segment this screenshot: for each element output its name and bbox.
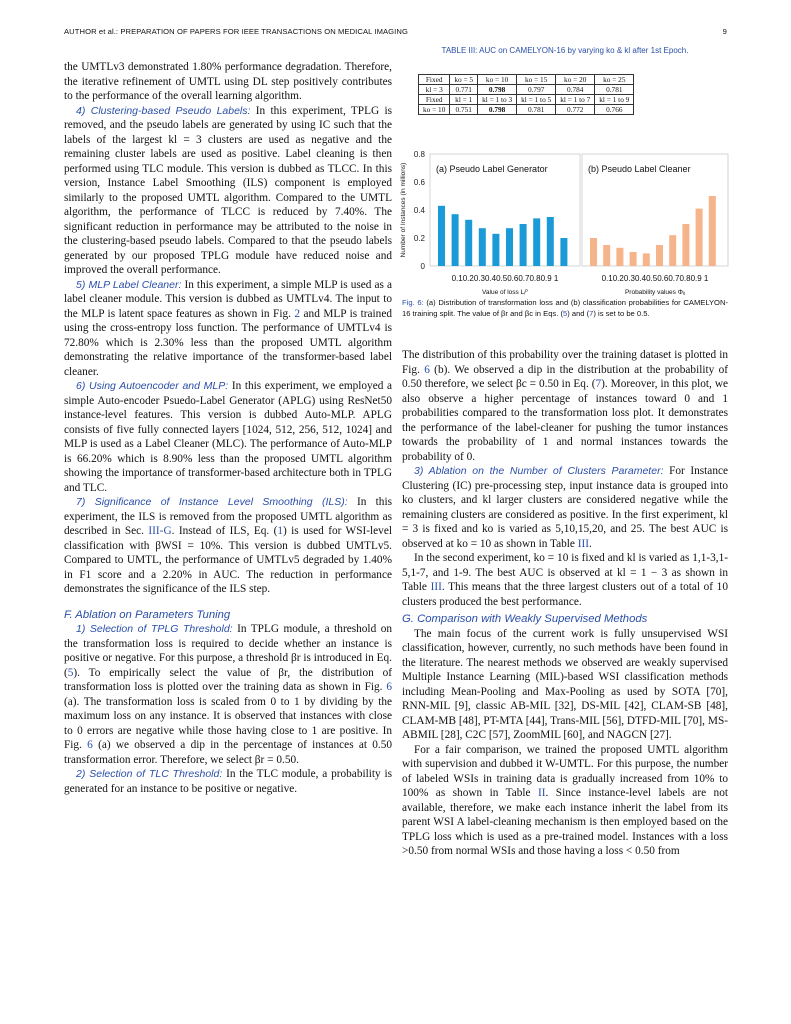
paragraph — [402, 627, 728, 743]
paragraph — [402, 743, 728, 859]
bar — [696, 209, 703, 266]
table-link[interactable]: II — [538, 787, 546, 799]
bar — [630, 252, 637, 266]
bar — [533, 218, 540, 266]
bar — [492, 234, 499, 266]
bar — [438, 206, 445, 266]
bar — [465, 220, 472, 266]
paragraph — [64, 495, 392, 597]
table-cell: 0.784 — [556, 85, 595, 95]
table-cell: 0.797 — [517, 85, 556, 95]
page-header — [64, 27, 727, 36]
x-axis-label: Value of loss Lᵢᴾ — [482, 289, 528, 296]
table-cell: 0.798 — [478, 105, 517, 115]
panel-title: (a) Pseudo Label Generator — [436, 164, 548, 174]
paragraph-text: In this experiment, a simple MLP is used as a label cleaner module. This version is dubbed as UMTLv4. The input to the MLP is latent space features as shown in Fig. — [64, 278, 392, 320]
subsection-heading: 4) Clustering-based Pseudo Labels: — [76, 104, 251, 117]
figure-link[interactable]: 6 — [386, 681, 392, 693]
table-cell: 0.771 — [450, 85, 478, 95]
paragraph-text: (a) we observed a dip in the percentage of instances at 0.50 transformation error. Therefore, we select βr = 0.50. — [64, 739, 393, 766]
table-cell: ko = 25 — [595, 75, 634, 85]
bar — [520, 224, 527, 266]
x-tick-labels: 0.10.20.30.40.50.60.70.80.9 1 — [601, 274, 709, 283]
table-row — [419, 105, 634, 115]
bar — [709, 196, 716, 266]
bar — [616, 248, 623, 266]
bar — [603, 245, 610, 266]
paragraph-text: (a). The transformation loss is scaled from 0 to 1 by dividing by the maximum loss on any instance. It is observed that instances with close to 0 errors are negative while those having close to 1 are positive. In Fig. — [64, 695, 392, 751]
table-cell: ko = 10 — [478, 75, 517, 85]
figure-caption — [402, 298, 728, 319]
bar — [547, 217, 554, 266]
paragraph-text: In the second experiment, ko = 10 is fixed and kl is varied as 1,1-3,1-5,1-7, and 1-9. The best AUC is observed at kl = 1 − 3 as shown in Table — [402, 552, 728, 593]
subsection-heading: 6) Using Autoencoder and MLP: — [76, 380, 229, 392]
paragraph-text: (b). We observed a dip in the distribution at the probability of 0.50 therefore, we select βc = 0.50 in Eq. ( — [402, 363, 729, 390]
paragraph-text: The main focus of the current work is fully unsupervised WSI classification, however, currently, no such methods have been found in the literature. The nearest methods we observed are weakly supervised Multiple Instance Learning (MIL)-based WSI classification methods including Mean-Pooling and Max-Pooling as used by SOTA [70], RNN-MIL [9], classic AB-MIL [32], DS-MIL [42], CLAM-SB [48], CLAM-MB [48], PT-MTA [44], Trans-MIL [56], DTFD-MIL [70], MS-ABMIL [28], C2C [57], ZoomMIL [60], and NAGCN [27]. — [402, 627, 728, 741]
table-caption: TABLE III: AUC on CAMELYON-16 by varying ko & kl after 1st Epoch. — [441, 46, 689, 55]
left-column — [64, 60, 392, 796]
caption-text: ) is set to be 0.5. — [593, 308, 650, 318]
table-link[interactable]: III — [430, 581, 442, 593]
y-tick-label: 0.4 — [413, 206, 425, 215]
bar — [452, 214, 459, 266]
paragraph — [402, 348, 728, 464]
section-heading: F. Ablation on Parameters Tuning — [64, 608, 231, 621]
table-cell: 0.781 — [517, 105, 556, 115]
table-row — [419, 85, 634, 95]
table-cell: ko = 15 — [517, 75, 556, 85]
table-cell: ko = 10 — [419, 105, 450, 115]
figure-6 — [398, 148, 730, 298]
table-cell: kl = 1 to 5 — [517, 95, 556, 105]
paragraph-text: and MLP is trained using the cross-entropy loss function. The performance of UMTLv4 is 72.80% which is 2.30% less than the proposed UMTL algorithm demonstrating the relative importance of the transformer-based label cleaner. — [64, 307, 392, 378]
table-row — [419, 95, 634, 105]
paragraph-text: . This means that the three largest clusters out of a total of 10 clusters produced the best performance. — [402, 581, 728, 608]
caption-text: ) and ( — [567, 308, 590, 318]
bar — [656, 245, 663, 266]
paragraph — [64, 379, 392, 495]
y-tick-label: 0.2 — [413, 234, 425, 243]
bar — [590, 238, 597, 266]
right-column — [402, 348, 728, 859]
paragraph-text: . Instead of ILS, Eq. ( — [171, 525, 278, 537]
subsection-heading: 1) Selection of TPLG Threshold: — [76, 623, 233, 635]
table-cell: Fixed — [419, 95, 450, 105]
table-cell: kl = 1 to 3 — [478, 95, 517, 105]
y-tick-label: 0 — [420, 262, 425, 271]
paragraph-text: In this experiment, TPLG is removed, and the pseudo labels are generated by using IC such that the labels of the largest kl = 3 clusters are used as negative and the remaining cluster labels are used as positive. Label cleaning is then performed using TLC module. This version is dubbed as TLCC. In this version, Instance Label Smoothing (ILS) component is employed similarly to the proposed UMTL algorithm. Compared to the UMTL algorithm, the performance of TLCC is reduced by 7.40%. The significant reduction in performance may be attributed to the noise in the clustering-based pseudo labels. Compared to that the pseudo labels generated by our proposed TPLG module have reduced noise and improved the overall performance. — [64, 104, 392, 276]
bar — [669, 235, 676, 266]
bar — [506, 228, 513, 266]
x-tick-labels: 0.10.20.30.40.50.60.70.80.9 1 — [451, 274, 559, 283]
table-cell: ko = 20 — [556, 75, 595, 85]
paragraph-text: In the TLC module, a probability is generated for an instance to be positive or negative. — [64, 768, 392, 795]
page-number: 9 — [722, 27, 727, 36]
subsection-heading: 7) Significance of Instance Level Smoothing (ILS): — [76, 496, 348, 508]
figure-link[interactable]: 6 — [87, 739, 93, 751]
figure-link[interactable]: 2 — [294, 307, 301, 320]
section-link[interactable]: III-G — [148, 525, 172, 537]
table-cell: 0.766 — [595, 105, 634, 115]
paragraph-text: ). Moreover, in this plot, we also observe a higher percentage of instances toward 0 and 1 probabilities compared to the transformation loss plot. It demonstrates the performance of the label-cleaner for pushing the tumor instances towards the probability of 1 and normal instances towards the probability of 0. — [402, 378, 728, 463]
equation-link[interactable]: 1 — [277, 525, 283, 537]
subsection-heading: 3) Ablation on the Number of Clusters Parameter: — [414, 465, 664, 477]
equation-link[interactable]: 7 — [595, 378, 602, 390]
y-axis-label: Number of Instances (in millions) — [400, 162, 407, 258]
paragraph — [64, 104, 392, 278]
table-cell: Fixed — [419, 75, 450, 85]
running-title: AUTHOR et al.: PREPARATION OF PAPERS FOR IEEE TRANSACTIONS ON MEDICAL IMAGING — [64, 27, 408, 36]
caption-label: Fig. 6: — [402, 298, 427, 307]
section-heading: G. Comparison with Weakly Supervised Methods — [402, 613, 648, 625]
panel-title: (b) Pseudo Label Cleaner — [588, 164, 691, 174]
table-cell: 0.751 — [450, 105, 478, 115]
table-link[interactable]: III — [577, 537, 590, 550]
paragraph-text: In this experiment, the ILS is removed from the proposed UMTL algorithm as described in Sec. — [64, 496, 392, 537]
bar — [682, 224, 689, 266]
table-cell: kl = 1 to 9 — [595, 95, 634, 105]
subsection-heading: 5) MLP Label Cleaner: — [76, 278, 182, 291]
bar — [643, 253, 650, 266]
paragraph-text: The distribution of this probability over the training dataset is plotted in Fig. — [402, 349, 728, 376]
table-cell: kl = 1 to 7 — [556, 95, 595, 105]
paragraph — [64, 622, 392, 767]
table-cell: kl = 3 — [419, 85, 450, 95]
table-cell: kl = 1 — [450, 95, 478, 105]
paragraph-text: . Since instance-level labels are not available, therefore, we make each instance inherit the label from its parent WSI A label-cleaning mechanism is then employed based on the TPLG loss which is used as a pre-trained model. Instances with a loss >0.50 from normal WSIs and those having a loss < 0.50 from — [402, 787, 728, 857]
table-row — [419, 75, 634, 85]
equation-link[interactable]: 5 — [562, 308, 568, 318]
paragraph-text: ). To empirically select the value of βr, the distribution of transformation loss is plotted over the training data as shown in Fig. — [64, 666, 392, 693]
paragraph-text: For a fair comparison, we trained the proposed UMTL algorithm with supervision and dubbed it W-UMTL. For this purpose, the number of labeled WSIs in training data is gradually increased from 10% to 100% as shown in Table — [402, 743, 728, 799]
table-cell: 0.781 — [595, 85, 634, 95]
paragraph-text: ) is used for WSI-level classification with βWSI = 10%. This version is dubbed UMTLv5. Compared to UMTL, the performance of UMTLv5 degraded by 1.40% in F1 score and a 2.20% in AUC. The reduction in performance demonstrates the significance of the ILS step. — [64, 525, 392, 595]
bar — [479, 228, 486, 266]
paragraph — [64, 60, 392, 104]
figure-link[interactable]: 6 — [424, 363, 430, 376]
y-tick-label: 0.6 — [413, 178, 425, 187]
equation-link[interactable]: 7 — [589, 308, 594, 318]
table-cell: 0.798 — [478, 85, 517, 95]
y-tick-label: 0.8 — [413, 150, 425, 159]
paragraph-text: the UMTLv3 demonstrated 1.80% performance degradation. Therefore, the iterative refinement of UMTL using DL step positively contributes to the performance of the overall learning algorithm. — [64, 61, 392, 102]
paragraph — [402, 551, 728, 609]
paragraph — [402, 464, 728, 551]
paragraph-text: For Instance Clustering (IC) pre-processing step, input instance data is grouped into ko clusters, and kl larger clusters are considered negative while the remaining clusters are considered as positive. In the first experiment, kl = 3 is fixed and ko is varied as 5,10,15,20, and 25. The best AUC is observed at ko = 10 as shown in Table — [402, 465, 728, 550]
paragraph — [64, 278, 392, 380]
caption-text: (a) Distribution of transformation loss and (b) classification probabilities for CAMELYON-16 training split. The value of βr and βc in Eqs. ( — [402, 298, 728, 318]
paragraph — [64, 767, 392, 796]
results-table — [418, 74, 634, 115]
subsection-heading: 2) Selection of TLC Threshold: — [76, 768, 223, 780]
table-cell: ko = 5 — [450, 75, 478, 85]
bar — [560, 238, 567, 266]
paragraph-text: In this experiment, we employed a simple Auto-encoder Psuedo-Label Generator (APLG) using ResNet50 instance-level features. This version is dubbed Auto-MLP. APLG consists of five fully connected layers [1024, 512, 256, 512, 1024] and MLP is used as a Label Cleaner (MLC). The performance of Auto-MLP is 66.20% which is 8.90% less than the proposed UMTL algorithm showing the importance of transformer-based architecture both in TPLG and TLC. — [64, 380, 392, 494]
paragraph-text: . — [589, 537, 592, 550]
table-cell: 0.772 — [556, 105, 595, 115]
paragraph-text: In TPLG module, a threshold on the transformation loss is required to decide whether an instance is positive or negative. For this purpose, a threshold βr is introduced in Eq. ( — [64, 623, 392, 679]
equation-link[interactable]: 5 — [67, 666, 74, 679]
x-axis-label: Probability values Φᵢⱼ — [624, 289, 686, 296]
